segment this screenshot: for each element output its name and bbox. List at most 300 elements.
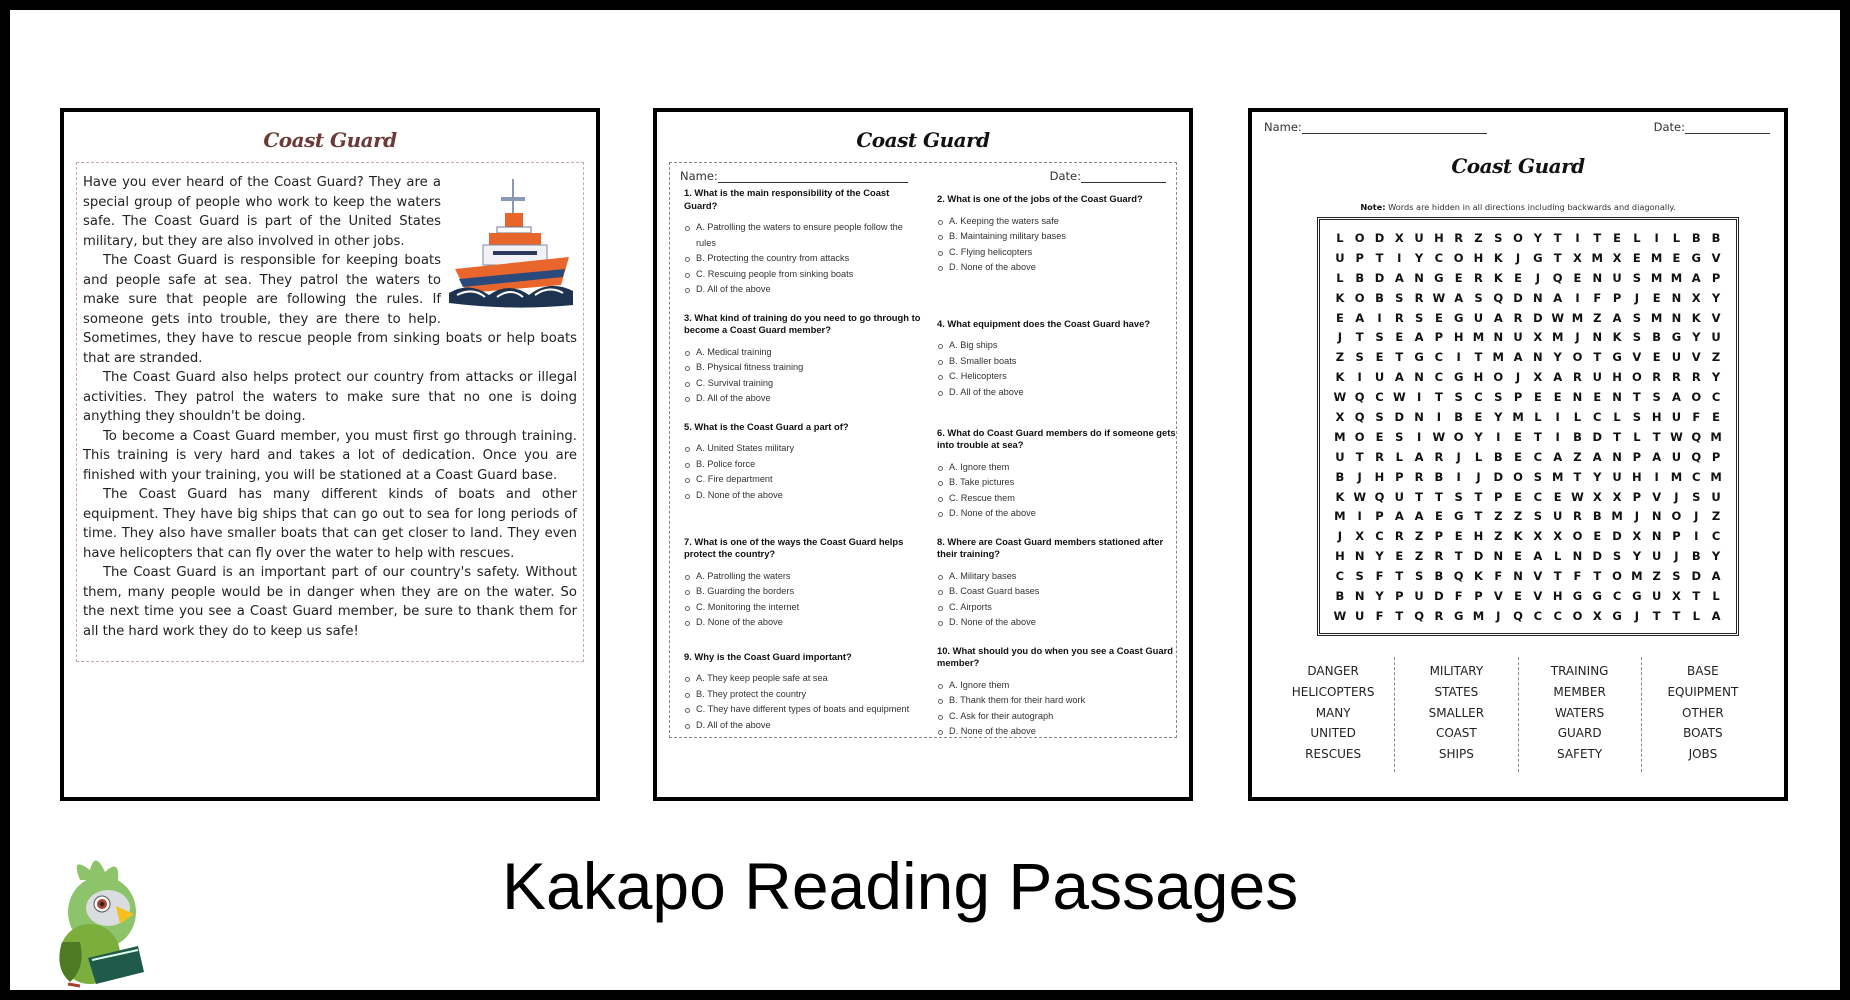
grid-letter: T: [1415, 489, 1424, 504]
grid-letter: K: [1691, 310, 1701, 325]
grid-letter: Z: [1573, 449, 1582, 464]
grid-letter: T: [1355, 449, 1364, 464]
grid-letter: P: [1355, 250, 1364, 265]
grid-letter: S: [1454, 489, 1463, 504]
grid-letter: T: [1652, 429, 1661, 444]
grid-letter: N: [1354, 549, 1365, 564]
grid-letter: T: [1375, 250, 1384, 265]
word-column: [1519, 657, 1642, 772]
grid-letter: H: [1552, 588, 1563, 603]
answer-option: B. Thank them for their hard work: [933, 693, 1178, 709]
grid-letter: J: [1535, 270, 1540, 285]
grid-letter: T: [1474, 350, 1483, 365]
grid-letter: X: [1394, 230, 1404, 245]
answer-option: A. They keep people safe at sea: [680, 671, 925, 687]
grid-letter: U: [1711, 330, 1721, 345]
grid-letter: X: [1533, 330, 1543, 345]
grid-letter: T: [1434, 489, 1443, 504]
answer-option: A. Patrolling the waters to ensure people follow the rules: [680, 220, 925, 251]
grid-letter: G: [1533, 250, 1543, 265]
grid-letter: I: [1555, 409, 1560, 424]
answer-option: B. Smaller boats: [933, 354, 1178, 370]
grid-letter: E: [1533, 390, 1542, 405]
grid-letter: E: [1514, 549, 1522, 564]
grid-letter: A: [1553, 449, 1563, 464]
question-9: [680, 645, 925, 740]
grid-row: [1330, 268, 1726, 288]
grid-letter: P: [1434, 330, 1444, 345]
passage-paragraph-1: Have you ever heard of the Coast Guard? They are a special group of people who work to keep the waters safe. The Coast Guard is part of the United States military, but they are also involved in other jobs.: [83, 175, 441, 249]
grid-letter: Y: [1632, 549, 1642, 564]
grid-letter: U: [1651, 588, 1662, 603]
question-text: 7. What is one of the ways the Coast Guard helps protect the country?: [684, 535, 904, 559]
grid-letter: M: [1670, 469, 1683, 484]
grid-letter: I: [1357, 370, 1362, 385]
grid-letter: M: [1650, 270, 1663, 285]
word-column: [1272, 657, 1395, 772]
word-bank-item: RESCUES: [1305, 747, 1362, 762]
answer-option: B. They protect the country: [680, 687, 925, 703]
grid-letter: M: [1710, 429, 1722, 444]
grid-row: [1330, 606, 1726, 626]
grid-letter: F: [1375, 569, 1384, 584]
grid-letter: O: [1631, 370, 1642, 385]
grid-letter: M: [1551, 330, 1564, 345]
grid-letter: O: [1354, 429, 1365, 444]
grid-letter: R: [1375, 449, 1384, 464]
grid-letter: T: [1395, 350, 1404, 365]
answer-option: C. Rescuing people from sinking boats: [680, 267, 925, 283]
grid-letter: J: [1515, 250, 1521, 265]
grid-letter: U: [1473, 310, 1484, 325]
grid-letter: P: [1672, 529, 1681, 544]
grid-letter: O: [1572, 608, 1583, 623]
preview-canvas: [10, 10, 1840, 990]
grid-letter: I: [1377, 310, 1382, 325]
grid-letter: W: [1333, 608, 1347, 623]
grid-letter: M: [1591, 250, 1603, 265]
grid-letter: Z: [1711, 509, 1721, 524]
grid-letter: G: [1414, 350, 1424, 365]
grid-letter: A: [1711, 569, 1721, 584]
grid-letter: X: [1612, 489, 1622, 504]
grid-letter: W: [1571, 489, 1584, 504]
grid-letter: Q: [1354, 409, 1365, 424]
grid-letter: R: [1414, 290, 1424, 305]
grid-letter: G: [1434, 270, 1444, 285]
answer-option: A. Keeping the waters safe: [933, 214, 1178, 230]
grid-letter: C: [1612, 588, 1622, 603]
answer-option: C. They have different types of boats and equipment: [680, 702, 925, 718]
grid-letter: T: [1355, 330, 1364, 345]
grid-letter: Y: [1711, 290, 1721, 305]
grid-letter: O: [1671, 509, 1682, 524]
grid-letter: S: [1632, 270, 1641, 285]
passage-text-box: [76, 162, 584, 662]
quiz-page: [653, 108, 1193, 801]
grid-letter: M: [1551, 469, 1564, 484]
grid-letter: E: [1454, 529, 1463, 544]
grid-letter: S: [1474, 290, 1483, 305]
grid-letter: Z: [1474, 230, 1483, 245]
grid-letter: A: [1711, 608, 1721, 623]
grid-letter: H: [1612, 370, 1622, 385]
grid-letter: H: [1473, 370, 1484, 385]
word-bank-item: TRAINING: [1550, 664, 1609, 678]
grid-letter: S: [1375, 409, 1384, 424]
grid-letter: D: [1493, 469, 1504, 484]
grid-letter: K: [1493, 250, 1503, 265]
grid-letter: J: [1634, 608, 1639, 623]
grid-letter: O: [1453, 250, 1464, 265]
question-text: 4. What equipment does the Coast Guard have?: [937, 317, 1151, 329]
grid-letter: D: [1612, 529, 1622, 544]
grid-letter: W: [1392, 390, 1406, 405]
grid-letter: I: [1575, 290, 1580, 305]
grid-letter: L: [1474, 449, 1483, 464]
grid-letter: N: [1493, 549, 1504, 564]
grid-letter: N: [1612, 449, 1622, 464]
grid-letter: R: [1394, 310, 1404, 325]
grid-letter: R: [1434, 608, 1444, 623]
questions-grid: [680, 187, 1176, 754]
grid-letter: S: [1494, 390, 1503, 405]
grid-letter: G: [1453, 310, 1464, 325]
grid-letter: E: [1474, 409, 1483, 424]
grid-letter: H: [1632, 469, 1642, 484]
grid-letter: W: [1432, 429, 1446, 444]
grid-letter: N: [1533, 290, 1543, 305]
answer-option: C. Survival training: [680, 376, 925, 392]
grid-letter: Z: [1711, 350, 1721, 365]
grid-letter: H: [1651, 409, 1662, 424]
date-field: [1050, 169, 1166, 183]
passage-paragraph-3: The Coast Guard also helps protect our country from attacks or illegal activities. They patrol the waters to make sure that no one is doing anything they shouldn't be doing.: [83, 370, 577, 424]
word-bank-item: MANY: [1315, 705, 1351, 720]
grid-letter: D: [1473, 549, 1484, 564]
grid-letter: F: [1454, 588, 1463, 603]
grid-letter: Y: [1414, 250, 1424, 265]
grid-letter: L: [1633, 230, 1641, 245]
answer-option: C. Flying helicopters: [933, 245, 1178, 261]
name-blank: [718, 182, 908, 183]
grid-letter: B: [1573, 429, 1582, 444]
grid-letter: R: [1573, 509, 1582, 524]
grid-letter: M: [1670, 270, 1683, 285]
grid-letter: E: [1573, 270, 1582, 285]
grid-letter: X: [1691, 290, 1701, 305]
grid-letter: E: [1514, 588, 1522, 603]
grid-letter: N: [1651, 509, 1662, 524]
grid-letter: E: [1375, 350, 1384, 365]
grid-letter: T: [1474, 509, 1483, 524]
grid-letter: W: [1353, 489, 1367, 504]
question-text: 5. What is the Coast Guard a part of?: [684, 420, 849, 432]
grid-letter: J: [1496, 608, 1501, 623]
grid-letter: G: [1453, 608, 1464, 623]
reading-passage-page: [60, 108, 600, 801]
grid-letter: S: [1355, 350, 1364, 365]
grid-letter: R: [1414, 469, 1424, 484]
grid-letter: E: [1652, 350, 1661, 365]
grid-letter: J: [1337, 330, 1343, 345]
letter-grid: [1317, 217, 1739, 636]
grid-row: [1330, 228, 1726, 248]
question-text: 6. What do Coast Guard members do if someone gets into trouble at sea?: [937, 426, 1176, 450]
grid-letter: A: [1414, 330, 1424, 345]
grid-letter: J: [1674, 489, 1679, 504]
grid-letter: M: [1650, 250, 1663, 265]
grid-letter: S: [1375, 330, 1384, 345]
grid-letter: C: [1434, 350, 1444, 365]
grid-letter: S: [1632, 409, 1641, 424]
date-label: Date:: [1049, 169, 1081, 183]
grid-letter: I: [1654, 469, 1659, 484]
name-date-row: [1264, 120, 1770, 134]
grid-letter: T: [1474, 489, 1483, 504]
grid-letter: Z: [1513, 509, 1523, 524]
grid-letter: X: [1533, 370, 1543, 385]
grid-letter: C: [1474, 390, 1483, 405]
grid-letter: C: [1692, 469, 1701, 484]
grid-letter: U: [1355, 608, 1365, 623]
grid-letter: I: [1436, 409, 1442, 424]
grid-letter: M: [1710, 469, 1722, 484]
grid-letter: I: [1416, 390, 1422, 405]
grid-letter: A: [1513, 350, 1523, 365]
grid-letter: L: [1633, 429, 1641, 444]
grid-letter: X: [1355, 529, 1365, 544]
grid-letter: X: [1553, 529, 1563, 544]
grid-letter: P: [1711, 270, 1721, 285]
answer-option: D. All of the above: [680, 282, 925, 298]
answer-option: B. Physical fitness training: [680, 360, 925, 376]
grid-letter: T: [1454, 549, 1463, 564]
grid-letter: E: [1553, 489, 1562, 504]
grid-row: [1330, 248, 1726, 268]
grid-letter: H: [1473, 529, 1484, 544]
grid-letter: E: [1434, 509, 1443, 524]
grid-letter: E: [1652, 290, 1661, 305]
grid-letter: M: [1472, 608, 1485, 623]
grid-letter: H: [1374, 469, 1385, 484]
grid-letter: Q: [1493, 290, 1504, 305]
word-bank-item: BOATS: [1683, 726, 1723, 741]
grid-letter: N: [1414, 270, 1424, 285]
answer-option: A. Ignore them: [933, 678, 1178, 694]
grid-letter: B: [1711, 230, 1721, 245]
grid-letter: K: [1335, 290, 1345, 305]
grid-letter: Q: [1552, 270, 1563, 285]
grid-letter: T: [1395, 569, 1404, 584]
note-label: Note:: [1360, 202, 1386, 212]
grid-letter: J: [1694, 509, 1699, 524]
grid-letter: S: [1612, 549, 1622, 564]
grid-letter: K: [1493, 270, 1503, 285]
passage-title: Coast Guard: [263, 128, 397, 152]
grid-letter: R: [1691, 370, 1701, 385]
answer-option: D. None of the above: [933, 260, 1178, 276]
grid-letter: U: [1394, 489, 1404, 504]
word-search-title: Coast Guard: [1451, 154, 1585, 178]
grid-letter: R: [1513, 310, 1523, 325]
grid-letter: J: [1575, 330, 1580, 345]
grid-letter: C: [1434, 370, 1444, 385]
grid-letter: O: [1612, 569, 1622, 584]
word-bank-item: GUARD: [1557, 726, 1602, 741]
grid-letter: J: [1456, 449, 1461, 464]
grid-letter: C: [1593, 409, 1602, 424]
grid-letter: A: [1671, 390, 1681, 405]
grid-letter: D: [1513, 290, 1523, 305]
word-search-page: [1248, 108, 1788, 801]
grid-letter: T: [1632, 390, 1641, 405]
grid-letter: P: [1494, 489, 1503, 504]
grid-letter: S: [1414, 569, 1424, 584]
grid-letter: E: [1593, 390, 1602, 405]
date-blank: [1081, 182, 1166, 183]
grid-letter: B: [1652, 330, 1662, 345]
grid-letter: I: [1357, 509, 1362, 524]
grid-letter: O: [1513, 469, 1523, 484]
grid-letter: A: [1533, 549, 1543, 564]
instructions-note: [1252, 202, 1784, 212]
grid-letter: B: [1691, 230, 1701, 245]
grid-letter: O: [1572, 350, 1583, 365]
question-3: [680, 312, 925, 407]
grid-letter: R: [1573, 370, 1582, 385]
grid-letter: S: [1395, 290, 1404, 305]
grid-letter: X: [1612, 250, 1622, 265]
grid-letter: Q: [1453, 569, 1464, 584]
grid-letter: E: [1514, 429, 1522, 444]
grid-letter: Y: [1375, 588, 1384, 603]
grid-letter: Z: [1335, 350, 1345, 365]
grid-letter: Y: [1553, 350, 1562, 365]
quiz-box: [669, 162, 1177, 738]
grid-letter: Y: [1711, 549, 1721, 564]
word-bank-item: DANGER: [1307, 664, 1359, 678]
grid-letter: L: [1712, 588, 1720, 603]
grid-letter: Z: [1652, 569, 1661, 584]
grid-letter: L: [1336, 230, 1344, 245]
grid-letter: M: [1631, 569, 1643, 584]
question-text: 2. What is one of the jobs of the Coast Guard?: [937, 193, 1143, 204]
answer-option: D. All of the above: [680, 391, 925, 407]
grid-letter: E: [1632, 250, 1641, 265]
grid-letter: G: [1612, 608, 1622, 623]
grid-letter: U: [1414, 588, 1424, 603]
grid-letter: A: [1394, 370, 1404, 385]
grid-letter: V: [1691, 350, 1701, 365]
grid-letter: P: [1632, 489, 1642, 504]
grid-letter: L: [1692, 608, 1700, 623]
grid-letter: A: [1454, 290, 1464, 305]
grid-letter: Y: [1692, 330, 1701, 345]
grid-letter: T: [1573, 469, 1582, 484]
grid-letter: G: [1671, 330, 1682, 345]
grid-letter: N: [1493, 330, 1504, 345]
grid-letter: S: [1632, 310, 1641, 325]
grid-letter: D: [1374, 270, 1385, 285]
note-text: Words are hidden in all directions including backwards and diagonally.: [1385, 202, 1676, 212]
date-field: [1654, 120, 1770, 134]
grid-letter: W: [1551, 310, 1564, 325]
grid-letter: X: [1592, 608, 1602, 623]
grid-letter: Q: [1691, 449, 1702, 464]
grid-letter: I: [1694, 529, 1699, 544]
answer-option: C. Rescue them: [933, 491, 1178, 507]
grid-letter: D: [1691, 569, 1702, 584]
grid-letter: U: [1711, 489, 1721, 504]
question-text: 8. Where are Coast Guard members stationed after their training?: [937, 535, 1164, 559]
grid-letter: A: [1394, 270, 1404, 285]
answer-option: A. Medical training: [680, 345, 925, 361]
grid-letter: U: [1552, 509, 1563, 524]
grid-letter: M: [1611, 509, 1623, 524]
grid-letter: C: [1375, 529, 1384, 544]
grid-letter: S: [1355, 569, 1364, 584]
grid-letter: T: [1692, 588, 1701, 603]
grid-letter: A: [1612, 310, 1622, 325]
grid-letter: S: [1533, 469, 1543, 484]
grid-letter: M: [1650, 310, 1663, 325]
answer-option: C. Ask for their autograph: [933, 709, 1178, 725]
grid-letter: E: [1514, 489, 1522, 504]
grid-letter: S: [1395, 429, 1404, 444]
grid-letter: E: [1395, 549, 1404, 564]
answer-option: C. Airports: [933, 600, 1178, 616]
word-bank-item: SMALLER: [1428, 705, 1485, 720]
grid-letter: I: [1416, 429, 1422, 444]
kakapo-parrot-logo-icon: [40, 850, 175, 990]
grid-letter: R: [1652, 370, 1662, 385]
grid-letter: P: [1395, 588, 1404, 603]
grid-letter: M: [1512, 409, 1524, 424]
grid-letter: O: [1354, 230, 1365, 245]
grid-letter: Y: [1474, 429, 1483, 444]
grid-letter: M: [1492, 350, 1504, 365]
grid-letter: T: [1593, 350, 1602, 365]
grid-letter: V: [1632, 350, 1642, 365]
word-column: [1395, 657, 1518, 772]
grid-letter: A: [1355, 310, 1365, 325]
word-bank-item: JOBS: [1688, 747, 1718, 762]
grid-letter: U: [1414, 230, 1424, 245]
grid-letter: O: [1572, 529, 1583, 544]
grid-letter: C: [1533, 608, 1543, 623]
grid-letter: T: [1533, 429, 1542, 444]
grid-letter: X: [1672, 588, 1681, 603]
grid-letter: T: [1652, 608, 1661, 623]
grid-letter: C: [1335, 569, 1345, 584]
grid-letter: I: [1555, 429, 1560, 444]
grid-letter: B: [1434, 469, 1444, 484]
grid-letter: E: [1712, 409, 1720, 424]
answer-option: D. None of the above: [933, 724, 1178, 740]
name-label: Name:: [680, 169, 718, 183]
question-2: [933, 187, 1178, 298]
grid-letter: M: [1334, 429, 1346, 444]
grid-letter: I: [1456, 350, 1461, 365]
grid-letter: A: [1553, 290, 1563, 305]
grid-letter: E: [1375, 429, 1384, 444]
grid-row: [1330, 407, 1726, 427]
grid-row: [1330, 347, 1726, 367]
grid-letter: F: [1375, 608, 1384, 623]
answer-option: D. All of the above: [933, 385, 1178, 401]
grid-letter: W: [1333, 390, 1347, 405]
